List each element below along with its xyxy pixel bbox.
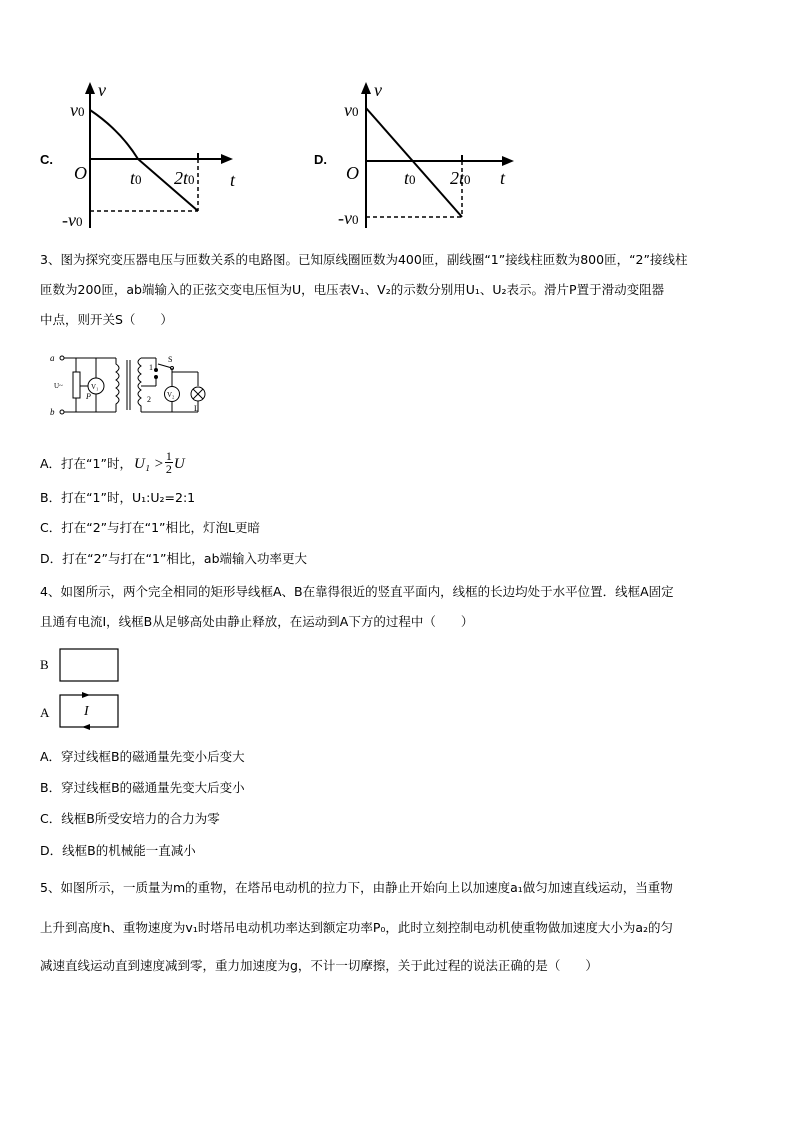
graph-c-origin-label: O [74,163,87,183]
graph-d-line [366,108,462,217]
graph-d [332,78,532,233]
q4-option-c: C．线框B所受安培力的合力为零 [40,811,220,826]
graph-d-v0-label: v0 [344,100,359,120]
graph-c-neg-v0-label: -v0 [62,210,83,230]
q5-line-2: 上升到高度h、重物速度为v₁时塔吊电动机功率达到额定功率P₀，此时立刻控制电动机使重物做加速度大小为a₂的匀 [40,920,674,935]
q3-circuit-label-s: S [168,355,173,364]
graph-c-option-label: C. [40,152,53,167]
graph-c [58,78,278,233]
q3-line-3: 中点，则开关S（ ） [40,312,173,327]
q3-line-2: 匝数为200匝，ab端输入的正弦交变电压恒为U，电压表V₁、V₂的示数分别用U₁、U₂表示。滑片P置于滑动变阻器 [40,282,665,297]
current-arrow-top [82,692,90,698]
q3-circuit-diagram [48,350,228,420]
q3-option-a: A．打在“1”时， U₁ > $\frac{1}{2}$ U [40,449,185,476]
q3-option-c: C．打在“2”与打在“1”相比，灯泡L更暗 [40,520,261,535]
current-arrow-bottom [82,724,90,730]
graph-d-origin-label: O [346,163,359,183]
graph-c-axes [85,82,233,228]
graph-c-2t0-label: 2t0 [174,168,195,188]
graph-d-option-label: D. [314,152,327,167]
q4-line-2: 且通有电流I，线框B从足够高处由静止释放，在运动到A下方的过程中（ ） [40,614,474,629]
q5-line-3: 减速直线运动直到速度减到零，重力加速度为g，不计一切摩擦，关于此过程的说法正确的是（ ） [40,958,598,973]
graph-d-axes [361,82,514,228]
graph-c-t0-label: t0 [130,168,142,188]
graph-d-2t0-label: 2t0 [450,168,471,188]
q3-circuit-label-l: L [194,404,199,413]
q3-circuit-label-1: 1 [149,363,153,372]
frame-a-label: A [40,705,50,720]
graph-c-v-label: v [98,80,106,100]
q4-option-b: B．穿过线框B的磁通量先变大后变小 [40,780,245,795]
current-label: I [84,704,89,719]
q3-option-d: D．打在“2”与打在“1”相比，ab端输入功率更大 [40,551,308,566]
frame-b-label: B [40,657,49,672]
q3-circuit-label-b: b [50,407,55,417]
q3-option-a-fraction: $\frac{1}{2}$ [165,449,172,476]
graph-d-neg-v0-label: -v0 [338,208,359,228]
graph-c-t-label: t [230,170,236,190]
q4-line-1: 4、如图所示，两个完全相同的矩形导线框A、B在靠得很近的竖直平面内，线框的长边均处于水平位置．线框A固定 [40,584,674,599]
graph-d-t0-label: t0 [404,168,416,188]
frame-a [60,695,118,727]
q4-option-a: A．穿过线框B的磁通量先变小后变大 [40,749,245,764]
graph-d-v-label: v [374,80,382,100]
q3-circuit-label-p: P [86,392,91,401]
q3-circuit-label-v2: V₂ [167,391,175,399]
graph-d-t-label: t [500,168,506,188]
graph-c-curve [90,110,198,211]
q3-circuit-label-2: 2 [147,395,151,404]
q3-option-b: B．打在“1”时，U₁:U₂=2:1 [40,490,196,505]
q3-line-1: 3、图为探究变压器电压与匝数关系的电路图。已知原线圈匝数为400匝，副线圈“1”接线柱匝数为800匝，“2”接线柱 [40,252,688,267]
q3-circuit-label-v1: V₁ [91,383,99,391]
q4-option-d: D．线框B的机械能一直减小 [40,843,196,858]
graph-c-v0-label: v0 [70,100,85,120]
q4-frames-diagram [38,645,128,735]
q3-circuit-label-u: U~ [54,382,63,390]
q3-option-a-formula: U₁ > $\frac{1}{2}$ U [133,449,185,476]
q3-circuit-label-a: a [50,353,55,363]
q5-line-1: 5、如图所示，一质量为m的重物，在塔吊电动机的拉力下，由静止开始向上以加速度a₁做匀加速直线运动，当重物 [40,880,673,895]
frame-b [60,649,118,681]
